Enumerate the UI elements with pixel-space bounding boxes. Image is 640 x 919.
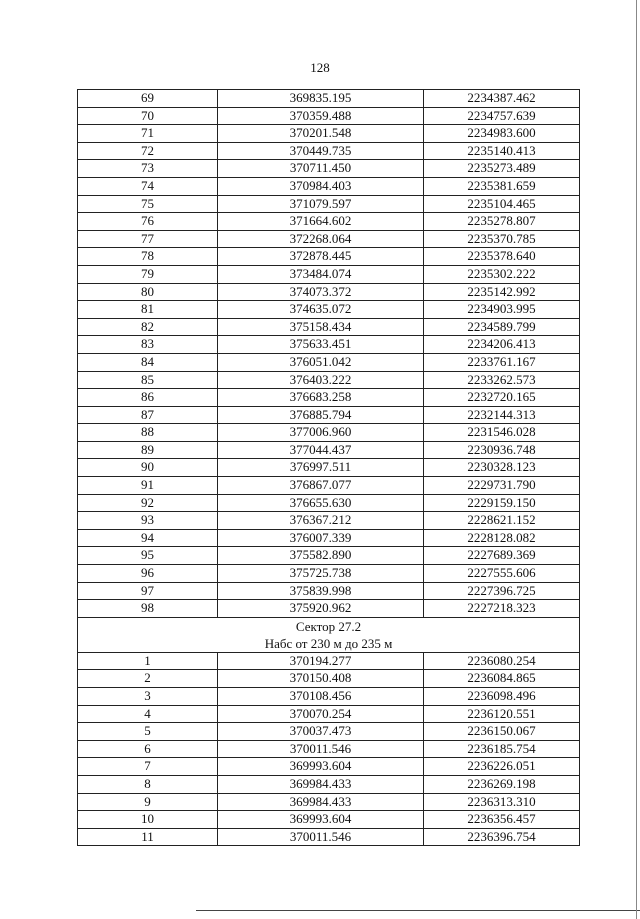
table-row xyxy=(78,213,580,231)
y-coordinate: 2236084.865 xyxy=(424,670,580,688)
point-number: 89 xyxy=(78,441,218,459)
table-row xyxy=(78,652,580,670)
y-coordinate: 2227689.369 xyxy=(424,547,580,565)
point-number: 92 xyxy=(78,494,218,512)
coordinates-rows-upper xyxy=(78,90,580,618)
x-coordinate: 370108.456 xyxy=(218,688,424,706)
table-row xyxy=(78,90,580,108)
table-row xyxy=(78,230,580,248)
x-coordinate: 375920.962 xyxy=(218,600,424,618)
y-coordinate: 2236356.457 xyxy=(424,811,580,829)
point-number: 71 xyxy=(78,125,218,143)
table-row xyxy=(78,301,580,319)
point-number: 87 xyxy=(78,406,218,424)
x-coordinate: 369984.433 xyxy=(218,775,424,793)
point-number: 72 xyxy=(78,142,218,160)
table-row xyxy=(78,318,580,336)
point-number: 96 xyxy=(78,565,218,583)
table-row xyxy=(78,265,580,283)
point-number: 75 xyxy=(78,195,218,213)
point-number: 82 xyxy=(78,318,218,336)
x-coordinate: 372268.064 xyxy=(218,230,424,248)
x-coordinate: 369984.433 xyxy=(218,793,424,811)
x-coordinate: 370150.408 xyxy=(218,670,424,688)
x-coordinate: 377006.960 xyxy=(218,424,424,442)
x-coordinate: 370011.546 xyxy=(218,828,424,846)
table-row xyxy=(78,512,580,530)
y-coordinate: 2234206.413 xyxy=(424,336,580,354)
table-row xyxy=(78,424,580,442)
y-coordinate: 2232144.313 xyxy=(424,406,580,424)
y-coordinate: 2230936.748 xyxy=(424,441,580,459)
y-coordinate: 2227555.606 xyxy=(424,565,580,583)
table-row xyxy=(78,477,580,495)
y-coordinate: 2235278.807 xyxy=(424,213,580,231)
x-coordinate: 370011.546 xyxy=(218,740,424,758)
x-coordinate: 371664.602 xyxy=(218,213,424,231)
table-row xyxy=(78,406,580,424)
x-coordinate: 372878.445 xyxy=(218,248,424,266)
point-number: 8 xyxy=(78,775,218,793)
y-coordinate: 2228128.082 xyxy=(424,529,580,547)
table-row xyxy=(78,494,580,512)
x-coordinate: 370037.473 xyxy=(218,723,424,741)
point-number: 70 xyxy=(78,107,218,125)
table-row xyxy=(78,336,580,354)
point-number: 84 xyxy=(78,353,218,371)
y-coordinate: 2228621.152 xyxy=(424,512,580,530)
y-coordinate: 2232720.165 xyxy=(424,389,580,407)
point-number: 73 xyxy=(78,160,218,178)
table-row xyxy=(78,177,580,195)
x-coordinate: 376885.794 xyxy=(218,406,424,424)
y-coordinate: 2234983.600 xyxy=(424,125,580,143)
y-coordinate: 2235104.465 xyxy=(424,195,580,213)
y-coordinate: 2236098.496 xyxy=(424,688,580,706)
x-coordinate: 370359.488 xyxy=(218,107,424,125)
x-coordinate: 376997.511 xyxy=(218,459,424,477)
coordinates-rows-lower xyxy=(78,652,580,846)
table-row xyxy=(78,705,580,723)
x-coordinate: 373484.074 xyxy=(218,265,424,283)
y-coordinate: 2229159.150 xyxy=(424,494,580,512)
point-number: 10 xyxy=(78,811,218,829)
section-header xyxy=(78,617,580,652)
section-header-row xyxy=(78,617,580,652)
bottom-rule xyxy=(196,910,640,911)
y-coordinate: 2234757.639 xyxy=(424,107,580,125)
x-coordinate: 369835.195 xyxy=(218,90,424,108)
point-number: 79 xyxy=(78,265,218,283)
table-row xyxy=(78,459,580,477)
x-coordinate: 377044.437 xyxy=(218,441,424,459)
point-number: 11 xyxy=(78,828,218,846)
section-cell xyxy=(78,617,580,652)
page-number: 128 xyxy=(310,60,330,75)
point-number: 80 xyxy=(78,283,218,301)
x-coordinate: 369993.604 xyxy=(218,811,424,829)
section-title: Сектор 27.2 xyxy=(295,618,362,634)
point-number: 7 xyxy=(78,758,218,776)
y-coordinate: 2236313.310 xyxy=(424,793,580,811)
point-number: 90 xyxy=(78,459,218,477)
table-row xyxy=(78,547,580,565)
table-row xyxy=(78,195,580,213)
x-coordinate: 371079.597 xyxy=(218,195,424,213)
point-number: 2 xyxy=(78,670,218,688)
y-coordinate: 2236150.067 xyxy=(424,723,580,741)
x-coordinate: 376007.339 xyxy=(218,529,424,547)
table-row xyxy=(78,125,580,143)
table-row xyxy=(78,758,580,776)
x-coordinate: 370984.403 xyxy=(218,177,424,195)
point-number: 74 xyxy=(78,177,218,195)
point-number: 85 xyxy=(78,371,218,389)
point-number: 98 xyxy=(78,600,218,618)
x-coordinate: 376655.630 xyxy=(218,494,424,512)
y-coordinate: 2236080.254 xyxy=(424,652,580,670)
point-number: 95 xyxy=(78,547,218,565)
y-coordinate: 2236226.051 xyxy=(424,758,580,776)
table-row xyxy=(78,740,580,758)
y-coordinate: 2235302.222 xyxy=(424,265,580,283)
y-coordinate: 2231546.028 xyxy=(424,424,580,442)
table-row xyxy=(78,142,580,160)
table-row xyxy=(78,688,580,706)
y-coordinate: 2236269.198 xyxy=(424,775,580,793)
y-coordinate: 2235142.992 xyxy=(424,283,580,301)
y-coordinate: 2227218.323 xyxy=(424,600,580,618)
y-coordinate: 2236396.754 xyxy=(424,828,580,846)
table-row xyxy=(78,600,580,618)
point-number: 5 xyxy=(78,723,218,741)
table-row xyxy=(78,107,580,125)
point-number: 69 xyxy=(78,90,218,108)
section-subtitle: Набс от 230 м до 235 м xyxy=(264,635,393,651)
y-coordinate: 2236185.754 xyxy=(424,740,580,758)
x-coordinate: 376867.077 xyxy=(218,477,424,495)
table-row xyxy=(78,160,580,178)
table-row xyxy=(78,565,580,583)
point-number: 78 xyxy=(78,248,218,266)
table-row xyxy=(78,529,580,547)
y-coordinate: 2236120.551 xyxy=(424,705,580,723)
x-coordinate: 374073.372 xyxy=(218,283,424,301)
point-number: 6 xyxy=(78,740,218,758)
point-number: 81 xyxy=(78,301,218,319)
y-coordinate: 2230328.123 xyxy=(424,459,580,477)
point-number: 97 xyxy=(78,582,218,600)
y-coordinate: 2235378.640 xyxy=(424,248,580,266)
table-row xyxy=(78,828,580,846)
table-row xyxy=(78,582,580,600)
y-coordinate: 2229731.790 xyxy=(424,477,580,495)
x-coordinate: 375582.890 xyxy=(218,547,424,565)
x-coordinate: 369993.604 xyxy=(218,758,424,776)
x-coordinate: 370711.450 xyxy=(218,160,424,178)
y-coordinate: 2227396.725 xyxy=(424,582,580,600)
table-row xyxy=(78,353,580,371)
table-row xyxy=(78,670,580,688)
y-coordinate: 2235273.489 xyxy=(424,160,580,178)
x-coordinate: 376367.212 xyxy=(218,512,424,530)
y-coordinate: 2233262.573 xyxy=(424,371,580,389)
table-row xyxy=(78,248,580,266)
x-coordinate: 370070.254 xyxy=(218,705,424,723)
point-number: 76 xyxy=(78,213,218,231)
y-coordinate: 2234903.995 xyxy=(424,301,580,319)
x-coordinate: 370201.548 xyxy=(218,125,424,143)
point-number: 4 xyxy=(78,705,218,723)
x-coordinate: 375633.451 xyxy=(218,336,424,354)
table-row xyxy=(78,793,580,811)
y-coordinate: 2235140.413 xyxy=(424,142,580,160)
x-coordinate: 376683.258 xyxy=(218,389,424,407)
x-coordinate: 375158.434 xyxy=(218,318,424,336)
y-coordinate: 2233761.167 xyxy=(424,353,580,371)
point-number: 83 xyxy=(78,336,218,354)
point-number: 93 xyxy=(78,512,218,530)
x-coordinate: 370194.277 xyxy=(218,652,424,670)
x-coordinate: 375839.998 xyxy=(218,582,424,600)
x-coordinate: 370449.735 xyxy=(218,142,424,160)
point-number: 94 xyxy=(78,529,218,547)
point-number: 9 xyxy=(78,793,218,811)
x-coordinate: 374635.072 xyxy=(218,301,424,319)
point-number: 3 xyxy=(78,688,218,706)
y-coordinate: 2235370.785 xyxy=(424,230,580,248)
table-row xyxy=(78,723,580,741)
table-row xyxy=(78,441,580,459)
x-coordinate: 375725.738 xyxy=(218,565,424,583)
y-coordinate: 2234387.462 xyxy=(424,90,580,108)
coordinates-table xyxy=(77,89,580,846)
scan-edge xyxy=(636,0,637,919)
x-coordinate: 376403.222 xyxy=(218,371,424,389)
point-number: 1 xyxy=(78,652,218,670)
point-number: 77 xyxy=(78,230,218,248)
x-coordinate: 376051.042 xyxy=(218,353,424,371)
table-row xyxy=(78,371,580,389)
table-row xyxy=(78,389,580,407)
table-row xyxy=(78,811,580,829)
point-number: 88 xyxy=(78,424,218,442)
y-coordinate: 2234589.799 xyxy=(424,318,580,336)
y-coordinate: 2235381.659 xyxy=(424,177,580,195)
point-number: 86 xyxy=(78,389,218,407)
table-row xyxy=(78,775,580,793)
table-row xyxy=(78,283,580,301)
point-number: 91 xyxy=(78,477,218,495)
